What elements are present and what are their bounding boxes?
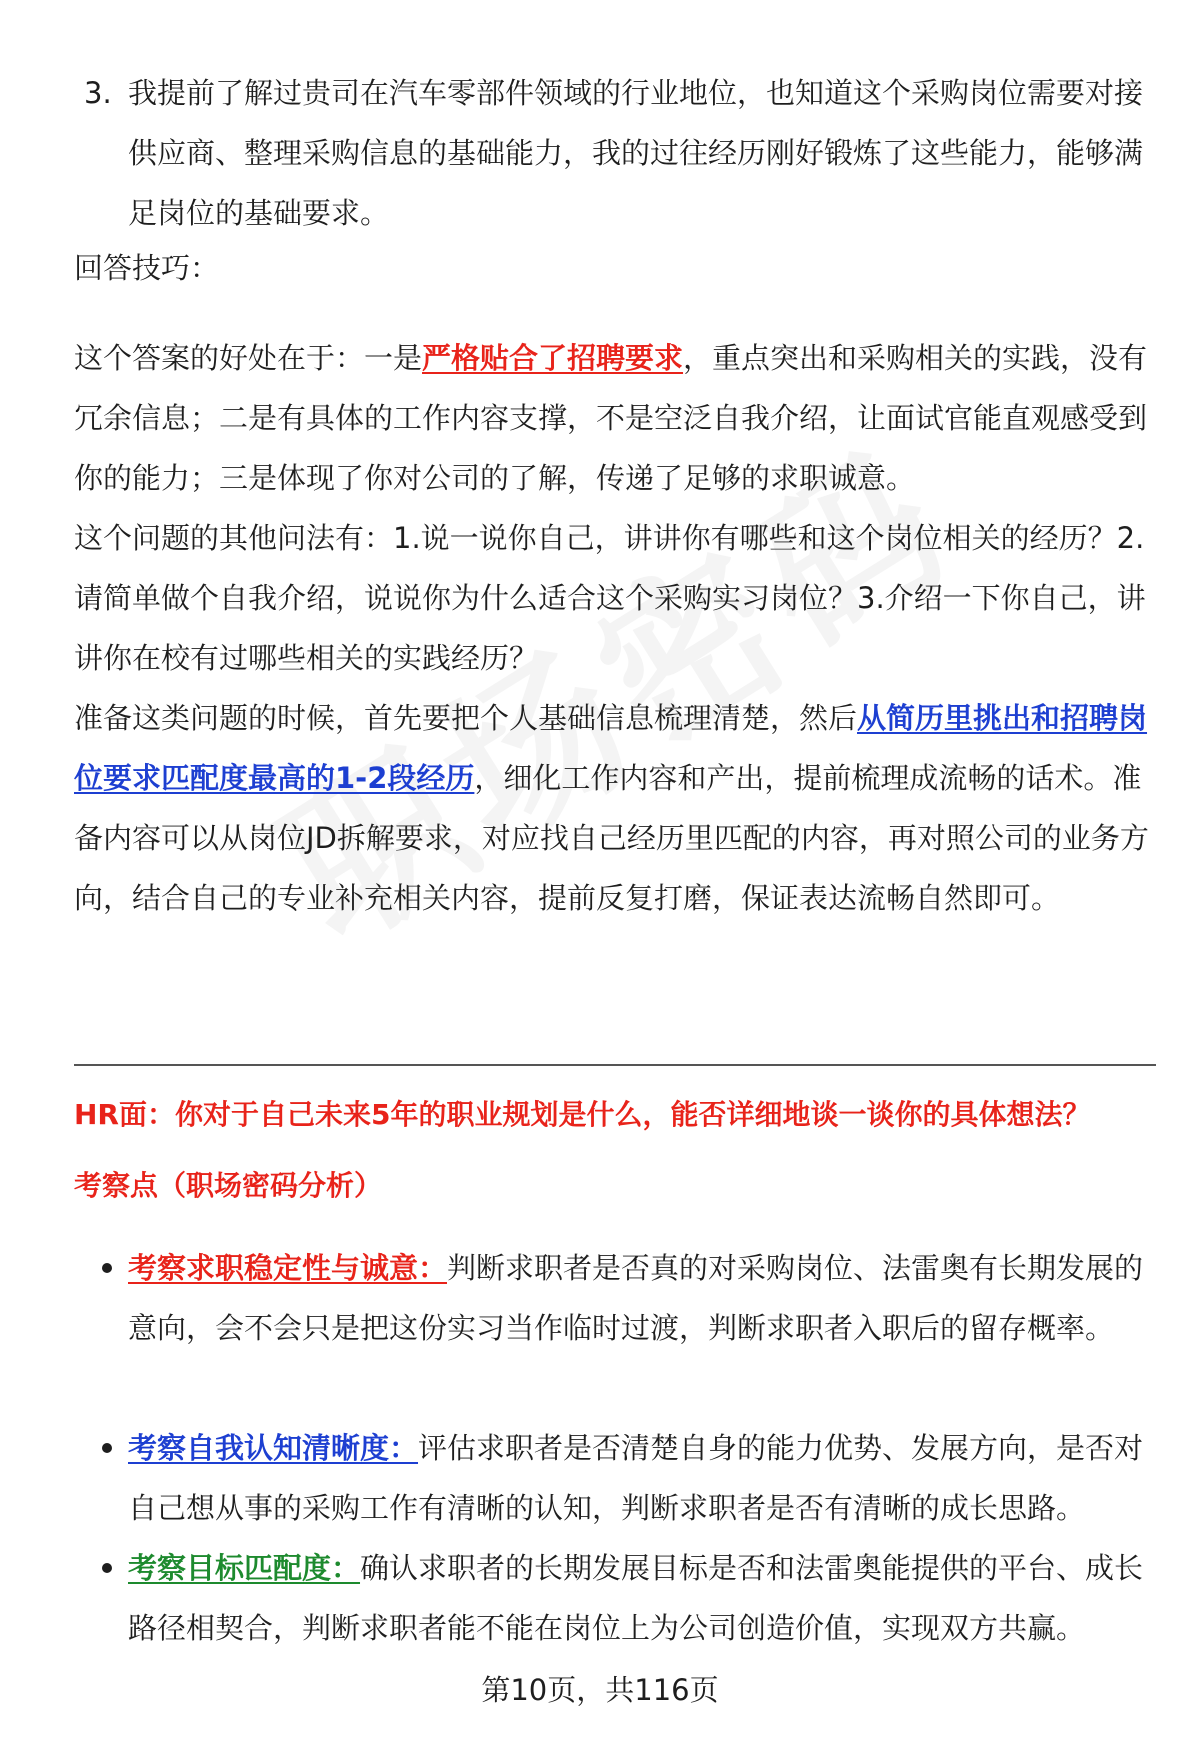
item-text: 我提前了解过贵司在汽车零部件领域的行业地位，也知道这个采购岗位需要对接供应商、整理采购信息的基础能力，我的过往经历刚好锻炼了这些能力，能够满足岗位的基础要求。 [128,76,1144,230]
bullet-label: 考察求职稳定性与诚意： [128,1251,448,1285]
benefit-paragraph [74,328,1154,508]
bullet-label: 考察自我认知清晰度： [128,1431,419,1465]
bullet-text: 判断求职者是否真的对采购岗位、法雷奥有长期发展的意向，会不会只是把这份实习当作临时过渡，判断求职者入职后的留存概率。 [128,1251,1144,1345]
benefit-pre: 这个答案的好处在于：一是 [74,341,423,375]
tips-label: 回答技巧： [74,251,220,285]
section-divider [74,1064,1156,1066]
bullet-dot-icon [102,1443,112,1453]
hr-question-heading: HR面：你对于自己未来5年的职业规划是什么，能否详细地谈一谈你的具体想法？ [74,1098,1091,1131]
bullet-item [74,1238,1154,1358]
bullet-dot-icon [102,1263,112,1273]
benefit-highlight: 严格贴合了招聘要求 [422,341,684,375]
bullet-label: 考察目标匹配度： [128,1551,361,1585]
exam-points-title: 考察点（职场密码分析） [74,1169,383,1202]
prepare-paragraph [74,688,1154,928]
bullet-dot-icon [102,1563,112,1573]
bullet-text: 评估求职者是否清楚自身的能力优势、发展方向，是否对自己想从事的采购工作有清晰的认知，判断求职者是否有清晰的成长思路。 [128,1431,1144,1525]
item-number: 3. [84,76,112,110]
prepare-post: ，细化工作内容和产出，提前梳理成流畅的话术。准备内容可以从岗位JD拆解要求，对应找自己经历里匹配的内容，再对照公司的业务方向，结合自己的专业补充相关内容，提前反复打磨，保证表达流畅自然即可。 [74,761,1149,915]
bullet-item [74,1418,1154,1538]
prepare-highlight: 从简历里挑出和招聘岗位要求匹配度最高的1-2段经历 [74,701,1148,795]
page-number-footer: 第10页，共116页 [481,1673,719,1707]
bullet-text: 确认求职者的长期发展目标是否和法雷奥能提供的平台、成长路径相契合，判断求职者能不能在岗位上为公司创造价值，实现双方共赢。 [128,1551,1144,1645]
bullet-item [74,1538,1154,1658]
other-ways-paragraph: 这个问题的其他问法有：1.说一说你自己，讲讲你有哪些和这个岗位相关的经历？2.请简单做个自我介绍，说说你为什么适合这个采购实习岗位？3.介绍一下你自己，讲讲你在校有过哪些相关的实践经历？ [74,521,1146,675]
numbered-item-3 [74,63,1154,243]
prepare-pre: 准备这类问题的时候，首先要把个人基础信息梳理清楚，然后 [74,701,858,735]
benefit-post: ，重点突出和采购相关的实践，没有冗余信息；二是有具体的工作内容支撑，不是空泛自我介绍，让面试官能直观感受到你的能力；三是体现了你对公司的了解，传递了足够的求职诚意。 [74,341,1148,495]
